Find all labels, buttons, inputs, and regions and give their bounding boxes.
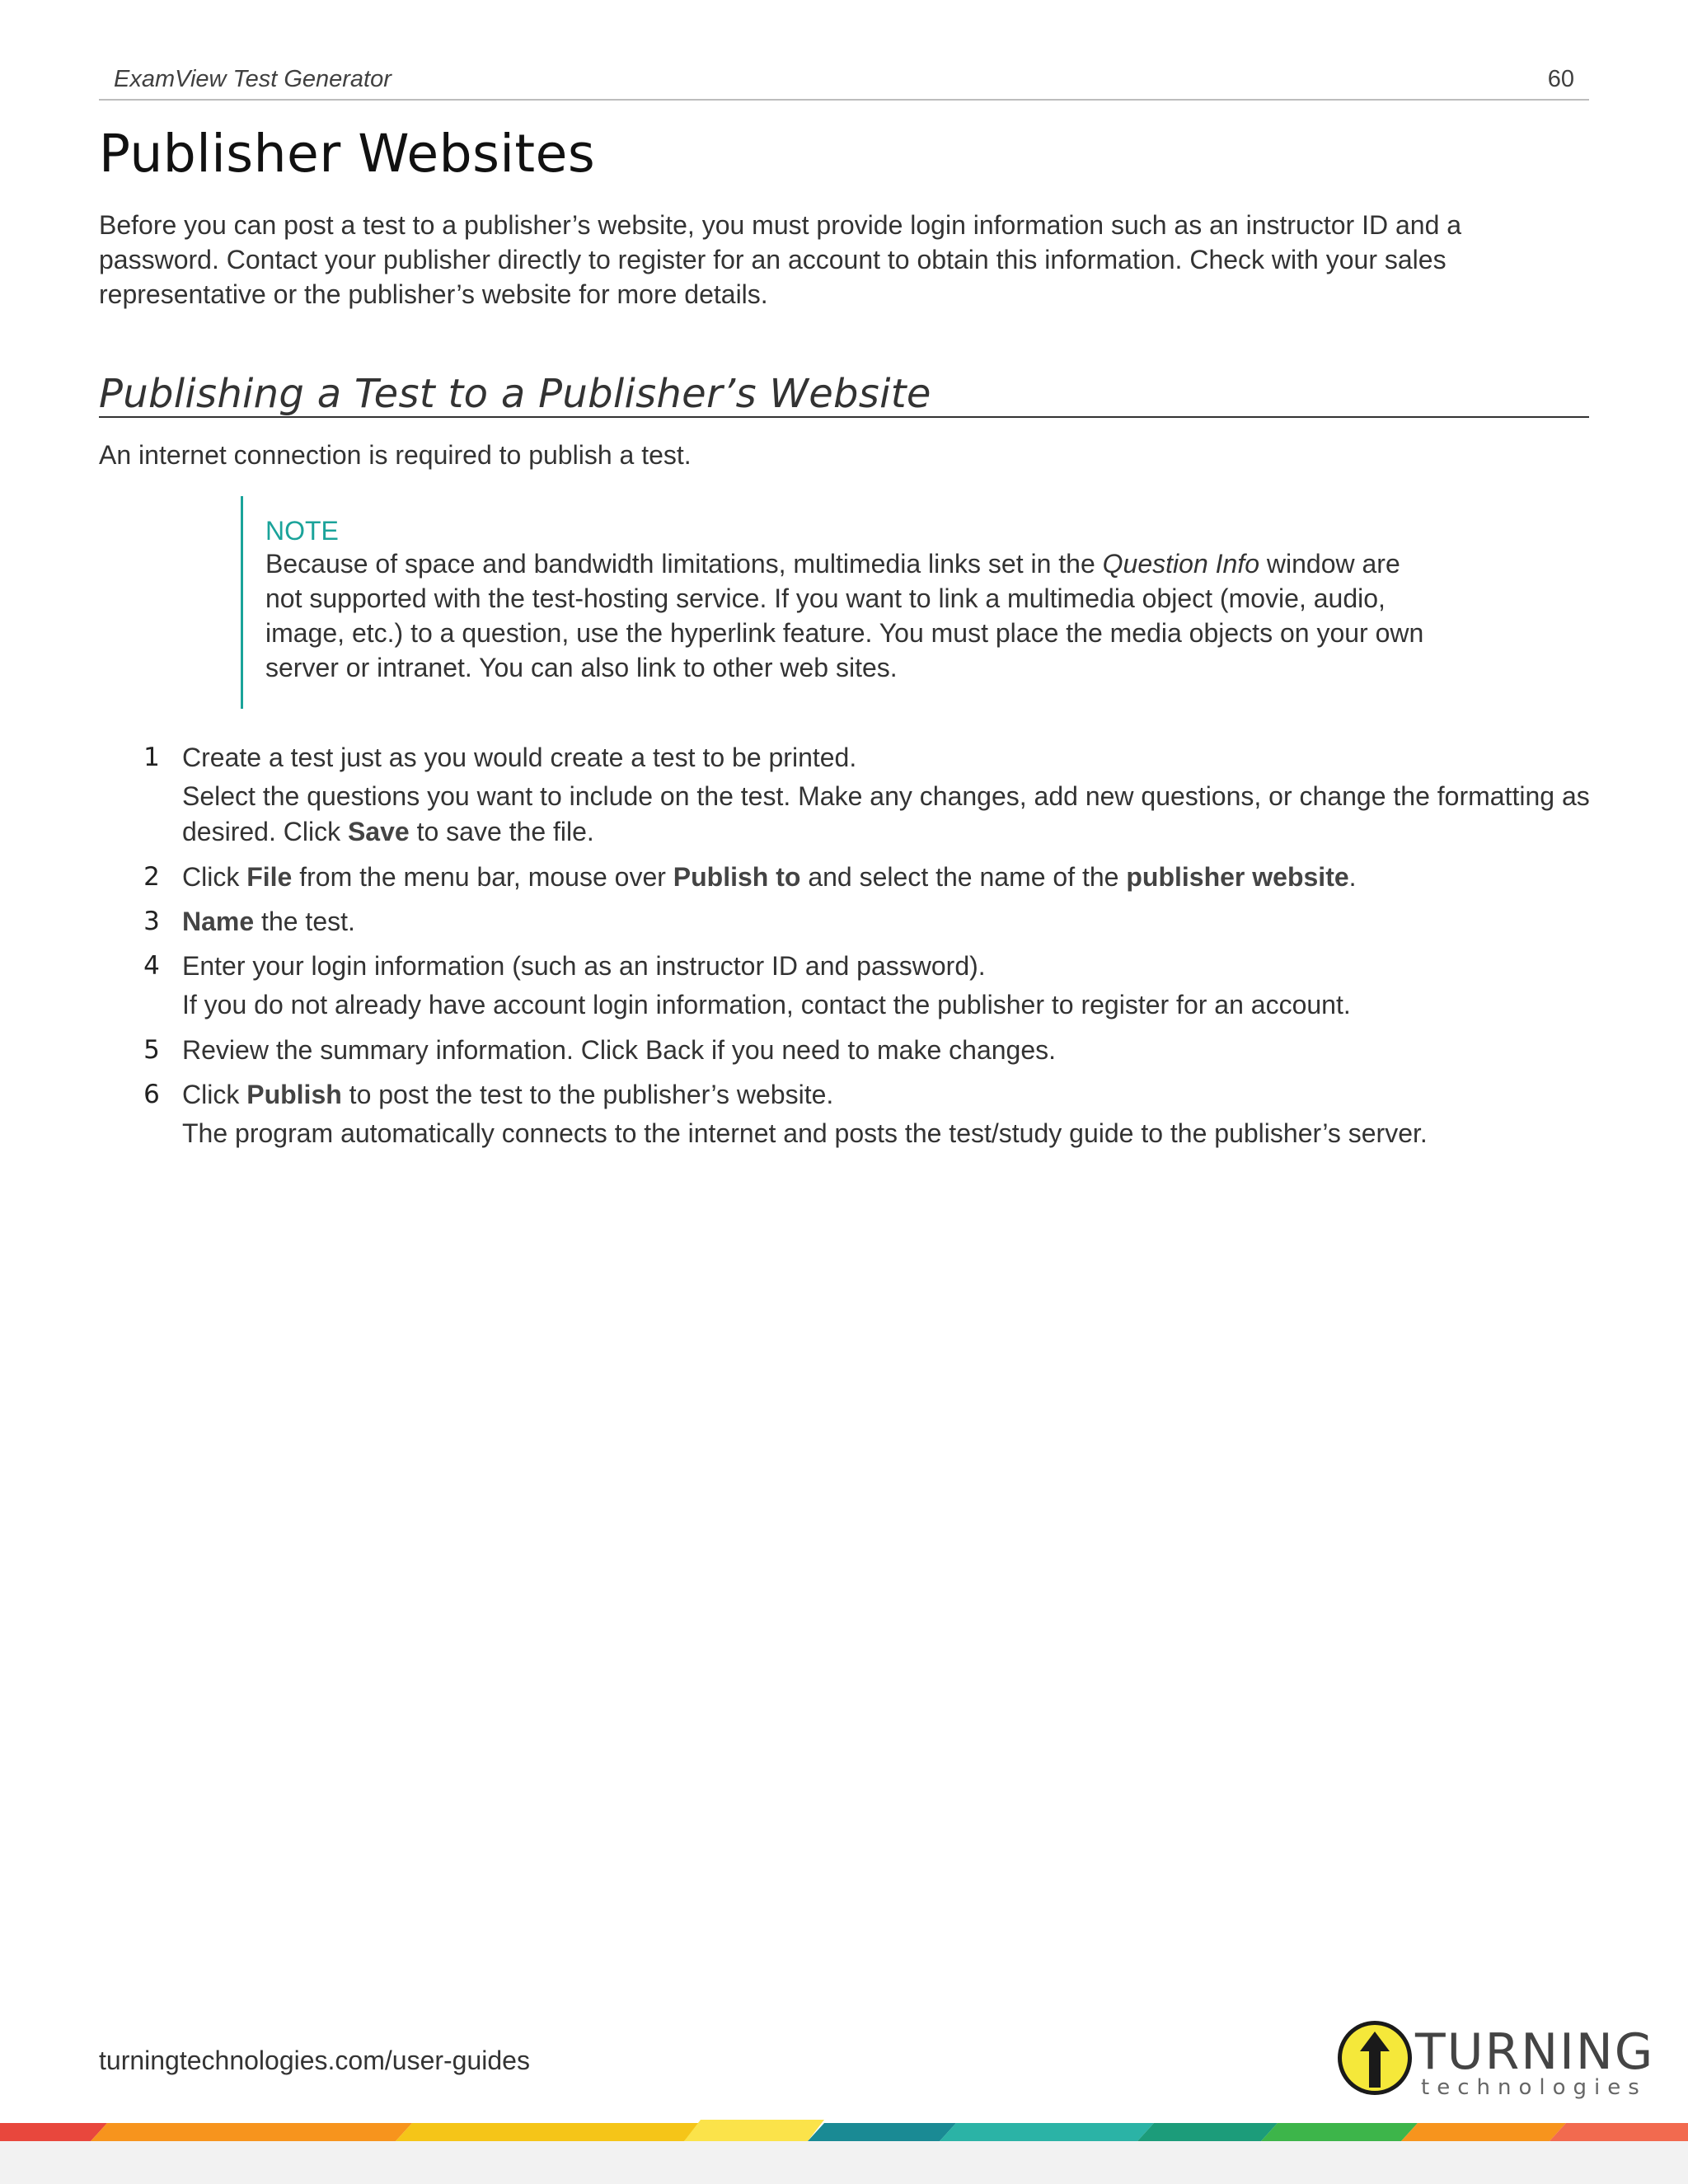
stripe-segment (808, 2123, 956, 2141)
page-number: 60 (1547, 66, 1574, 92)
step-text-part: and select the name of the (800, 862, 1127, 892)
step-detail-text: to save the file. (409, 817, 594, 846)
page-title: Publisher Websites (99, 124, 596, 184)
step-text-part: Click (182, 1080, 247, 1109)
intro-paragraph: Before you can post a test to a publisher’s website, you must provide login information such as an instructor ID and a password. Contact your publisher directly to register for an account to obtain this information. Check with your sales representative or the publisher’s website for more details. (99, 210, 1462, 309)
step-item (140, 740, 1591, 850)
step-text-part: from the menu bar, mouse over (292, 862, 673, 892)
step-detail (182, 779, 1591, 850)
section-heading: Publishing a Test to a Publisher’s Website (99, 371, 931, 417)
step-item (140, 1077, 1591, 1151)
note-text-before: Because of space and bandwidth limitations, multimedia links set in the (265, 549, 1103, 579)
step-text-part: . (1348, 862, 1357, 892)
logo-wordmark: TURNING (1415, 2023, 1655, 2081)
step-bold-term: Save (347, 817, 410, 846)
stripe-segment (1550, 2123, 1688, 2141)
step-number: 5 (143, 1035, 160, 1065)
step-number: 6 (143, 1080, 160, 1109)
section-heading-rule (99, 371, 1589, 418)
step-bold-term: File (246, 862, 293, 892)
step-text-part: to post the test to the publisher’s website. (341, 1080, 834, 1109)
step-bold-term: Publish to (673, 862, 801, 892)
footer-url: turningtechnologies.com/user-guides (99, 2046, 530, 2075)
stripe-segment (396, 2123, 701, 2141)
document-title: ExamView Test Generator (114, 66, 392, 92)
turning-logo (1335, 2015, 1655, 2100)
logo-tagline: technologies (1421, 2075, 1647, 2100)
turning-logo-icon (1335, 2015, 1414, 2097)
step-text-part: the test. (254, 907, 355, 936)
step-number: 1 (143, 743, 160, 772)
step-text (182, 860, 1591, 894)
note-text-after: window are not supported with the test-hosting service. If you want to link a multimedia object (movie, audio, image, etc.) to a question, use the hyperlink feature. You must place the media objects on your own server or intranet. You can also link to other web sites. (265, 549, 1424, 682)
stripe-segment (684, 2120, 824, 2141)
stripe-segment (1401, 2123, 1566, 2141)
step-bold-term: Publish (246, 1080, 342, 1109)
step-text: Review the summary information. Click Back if you need to make changes. (182, 1035, 1057, 1065)
step-text (182, 1077, 1591, 1112)
step-text-part: Click (182, 862, 247, 892)
step-bold-term: publisher website (1126, 862, 1349, 892)
page-header (99, 64, 1589, 101)
note-body (265, 546, 1436, 685)
note-callout (241, 496, 1436, 709)
step-number: 2 (143, 862, 160, 892)
note-emphasis: Question Info (1102, 549, 1259, 579)
stripe-segment (0, 2123, 107, 2141)
step-detail: The program automatically connects to the internet and posts the test/study guide to the publisher’s server. (182, 1118, 1428, 1148)
step-text (182, 904, 1591, 939)
footer-color-stripe (0, 2116, 1688, 2141)
steps-list (140, 740, 1591, 1161)
step-item (140, 949, 1591, 1023)
step-item (140, 1033, 1591, 1067)
stripe-segment (1261, 2123, 1418, 2141)
step-text: Create a test just as you would create a test to be printed. (182, 743, 857, 772)
step-detail-text: Select the questions you want to include on the test. Make any changes, add new questions, or change the formatting as desired. Click (182, 781, 1590, 846)
step-number: 3 (143, 907, 160, 936)
step-item (140, 904, 1591, 939)
stripe-segment (1137, 2123, 1278, 2141)
step-item (140, 860, 1591, 894)
step-detail: If you do not already have account login information, contact the publisher to register for an account. (182, 990, 1351, 1019)
requirement-text: An internet connection is required to publish a test. (99, 440, 692, 470)
footer-band (0, 2141, 1688, 2184)
stripe-segment (91, 2123, 412, 2141)
step-text: Enter your login information (such as an instructor ID and password). (182, 951, 986, 981)
note-label: NOTE (265, 516, 339, 546)
stripe-segment (940, 2123, 1154, 2141)
step-bold-term: Name (182, 907, 255, 936)
step-number: 4 (143, 951, 160, 981)
